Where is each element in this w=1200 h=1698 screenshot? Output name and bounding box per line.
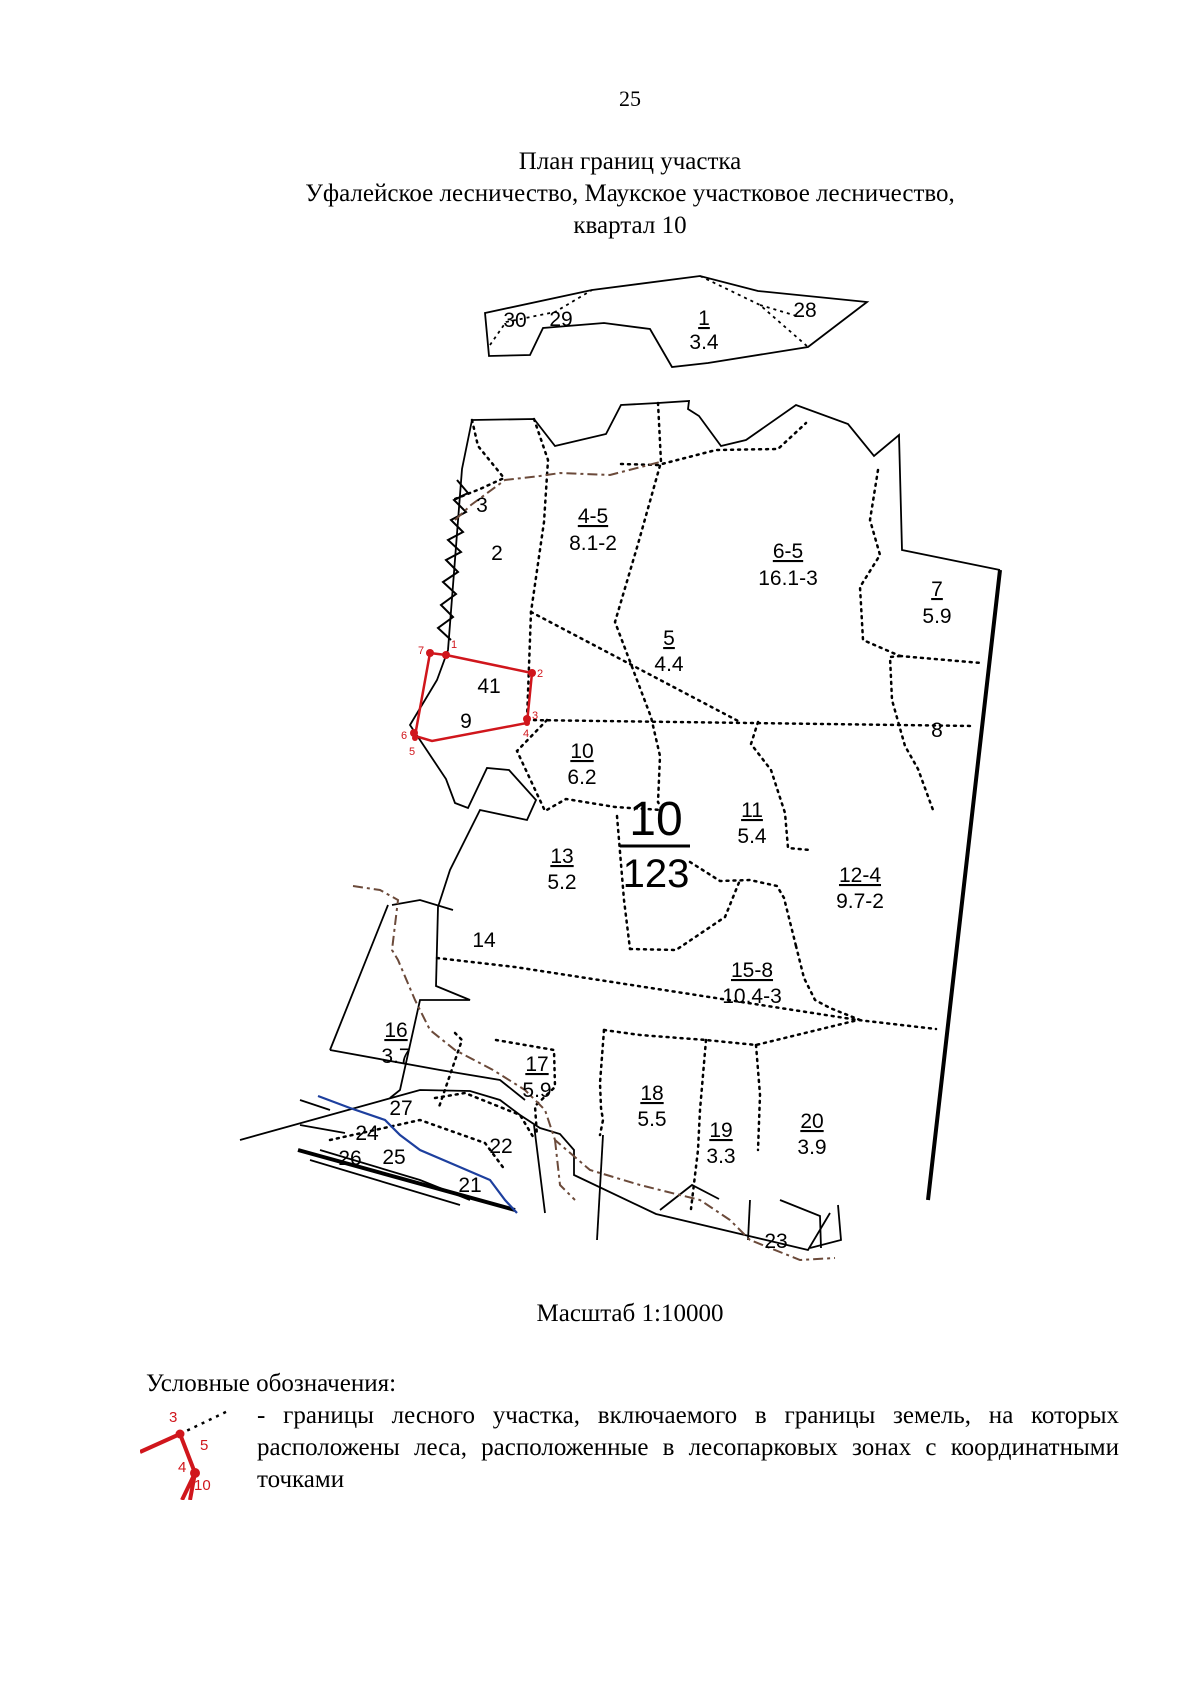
quarter-outline [240,401,1000,1250]
boundary-legend-icon [140,1400,240,1500]
quarter-label [620,793,690,896]
section-27: 27 [389,1097,413,1120]
quarter-number: 10 [629,793,683,846]
legend-point-5: 5 [200,1437,209,1454]
section-13-area: 5.2 [547,871,577,894]
section-15-8-number: 15-8 [730,959,774,982]
boundary-point-7: 7 [418,645,425,657]
section-20-number: 20 [800,1110,824,1133]
section-20-area: 3.9 [797,1136,827,1159]
section-19-number: 19 [709,1119,733,1142]
boundary-point-4-marker [524,720,530,726]
legend-title: Условные обозначения: [146,1370,397,1397]
zigzag-edge [438,480,468,640]
section-4-5-number: 4-5 [577,505,609,528]
boundary-point-1: 1 [451,639,458,651]
boundary-point-3: 3 [532,710,539,722]
section-5-area: 4.4 [654,653,684,676]
section-17-number: 17 [525,1053,549,1076]
section-6-5-area: 16.1-3 [758,567,818,590]
section-10-area: 6.2 [567,766,597,789]
legend-item [140,1400,1120,1510]
page-number: 25 [619,86,641,111]
section-16-number: 16 [384,1019,408,1042]
section-28: 28 [793,299,817,322]
boundary-point-2-marker [528,669,536,677]
section-22: 22 [489,1135,513,1158]
section-12-4-number: 12-4 [838,864,882,887]
section-14: 14 [472,929,496,952]
upper-inner-lines [490,276,808,347]
legend-point-3: 3 [169,1409,178,1426]
legend-red-boundary [140,1434,195,1500]
boundary-point-5: 5 [409,746,416,758]
section-7-number: 7 [931,578,943,601]
section-5-number: 5 [663,627,675,650]
section-18-area: 5.5 [637,1108,667,1131]
section-10-number: 10 [570,740,594,763]
section-29: 29 [549,308,573,331]
section-1-number: 1 [698,307,710,330]
legend-text: - границы лесного участка, включаемого в границы земель, на которых расположены леса, расположенные в лесопарковых зонах с координатными точками [257,1402,1119,1493]
section-labels [338,299,951,1253]
title-line-2: Уфалейское лесничество, Маукское участковое лесничество, [305,180,955,207]
forest-plot-boundary [401,639,543,758]
section-11-area: 5.4 [737,825,767,848]
section-2: 2 [491,542,503,565]
section-21: 21 [458,1174,482,1197]
section-4-5-area: 8.1-2 [569,532,617,555]
section-24: 24 [355,1122,379,1145]
title-line-3: квартал 10 [573,212,687,239]
section-18-number: 18 [640,1082,664,1105]
section-6-5-number: 6-5 [772,540,804,563]
section-41: 41 [477,675,501,698]
section-19-area: 3.3 [706,1145,736,1168]
section-30: 30 [503,309,527,332]
section-13-number: 13 [550,845,574,868]
forest-plot-outline [415,653,532,741]
boundary-point-6: 6 [401,730,408,742]
title-line-1: План границ участка [518,148,742,175]
section-7-area: 5.9 [922,605,952,628]
legend-dotted-line [180,1410,230,1434]
section-1-area: 3.4 [689,331,719,354]
section-15-8-area: 10.4-3 [722,985,782,1008]
boundary-point-6-marker [410,729,418,737]
legend-point-3-marker [176,1430,185,1439]
section-8: 8 [931,719,943,742]
boundary-point-4: 4 [523,728,530,740]
legend-point-4: 4 [178,1459,187,1476]
scale-label: Масштаб 1:10000 [536,1300,724,1327]
legend-point-10: 10 [194,1477,211,1494]
section-12-4-area: 9.7-2 [836,890,884,913]
section-17-area: 5.9 [522,1079,552,1102]
boundary-point-7-marker [426,649,434,657]
section-9: 9 [460,710,472,733]
section-25: 25 [382,1146,406,1169]
boundary-point-2: 2 [537,668,544,680]
quarter-area: 123 [622,852,690,896]
section-23: 23 [764,1230,788,1253]
section-16-area: 3.7 [381,1045,411,1068]
section-3: 3 [476,494,488,517]
solid-lines [300,900,841,1248]
section-11-number: 11 [741,799,763,822]
boundary-point-1-marker [442,651,450,659]
section-26: 26 [338,1147,362,1170]
